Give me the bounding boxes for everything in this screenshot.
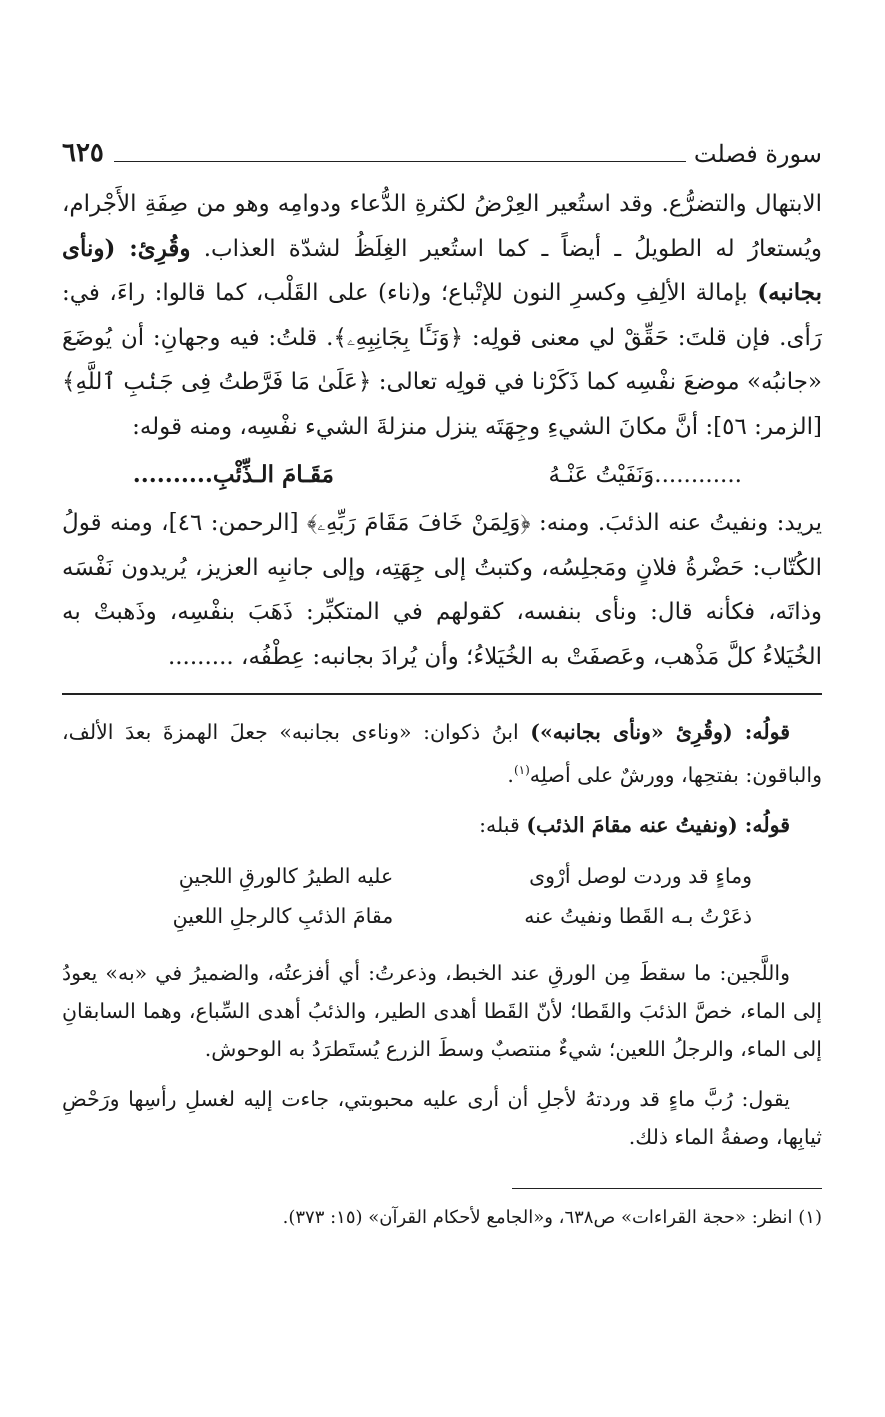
surah-title: سورة فصلت — [693, 140, 822, 168]
poem-line — [62, 856, 822, 896]
page-header — [62, 128, 822, 168]
poem-line — [62, 896, 822, 936]
main-divider — [62, 693, 822, 695]
footnote-separator — [512, 1188, 822, 1189]
commentary-text: قبله: — [479, 812, 520, 837]
commentary-paragraph-3: واللَّجين: ما سقطَ مِن الورقِ عند الخبط، وذعرتُ: أي أفزعتُه، والضميرُ في «به» يعودُ إلى الماء، خصَّ الذئبَ والقَطا؛ لأنّ القَطا أهدى الطير، والذئبُ أهدى السِّباع، وهما السابقانِ إلى الماء، والرجلُ اللعين؛ شيءٌ منتصبٌ وسطَ الزرع يُستَطرَدُ به الوحوش. — [62, 960, 822, 1061]
commentary-paragraph-1: قولُه: (وقُرِئ «ونأى بجانبه») ابنُ ذكوان: «وناءى بجانبه» جعلَ الهمزةَ بعدَ الألف، والباقون: بفتحِها، وورشٌ على أصلِه$^{(١)}$. — [62, 720, 822, 787]
poem — [62, 856, 822, 936]
main-paragraph-1 — [62, 182, 822, 449]
main-paragraph-2: يريد: ونفيتُ عنه الذئبَ. ومنه: ﴿وَلِمَنْ خَافَ مَقَامَ رَبِّهِۦ﴾ [الرحمن: ٤٦]، ومنه قولُ الكُتّاب: حَضْرةُ فلانٍ ومَجلِسُه، وكتبتُ إلى جِهَتِه، وإلى جانبِه العزيز، يُريدون نَفْسَه وذاتَه، فكأنه قال: ونأى بنفسه، كقولهم في المتكبِّر: ذَهَبَ بنفْسِه، وذَهبتْ به الخُيَلاءُ كلَّ مَذْهب، وعَصفَتْ به الخُيَلاءُ؛ وأن يُرادَ بجانبه: عِطْفُه، ......... — [62, 510, 822, 670]
footnote: (١) انظر: «حجة القراءات» ص٦٣٨، و«الجامع لأحكام القرآن» (١٥: ٣٧٣). — [282, 1206, 822, 1228]
verse-quote — [62, 449, 822, 501]
poem-hemistich-left: عليه الطيرُ كالورقِ اللجينِ — [178, 863, 394, 888]
verse-hemistich-left: مَقَـامَ الـذِّئْبِ.......... — [132, 460, 334, 488]
poem-hemistich-right: ذعَرْتُ بـه القَطا ونفيتُ عنه — [524, 903, 752, 928]
commentary-paragraph-2 — [62, 806, 822, 844]
footnote-marker: (١) — [513, 763, 530, 777]
main-text-segment: بإمالة الألِفِ وكسرِ النون للإتْباع؛ و(ناء) على القَلْب، كما قالوا: راءَ، في: رَأى. فإن قلتَ: حَقِّقْ لي معنى قولِه: ﴿وَنَـَٔا بِجَانِبِهِۦ﴾. قلتُ: فيه وجهانِ: أن يُوضَعَ «جانبُه» موضعَ نفْسِه كما ذَكَرْنا في قولِه تعالى: ﴿عَلَىٰ مَا فَرَّطتُ فِى جَنۢبِ ٱللَّهِ﴾ [الزمر: ٥٦]: أنَّ مكانَ الشيءِ وجِهَتَه ينزل منزلةَ الشيء نفْسِه، ومنه قوله: — [62, 280, 822, 440]
footnote-separator-wrap — [62, 1168, 822, 1203]
main-text-segment: الابتهال والتضرُّع. وقد استُعير العِرْضُ لكثرةِ الدُّعاء ودوامِه وهو من صِفَةِ الأَجْرام، ويُستعارُ له الطويلُ ـ أيضاً ـ كما استُعير الغِلَظُ لشدّة العذاب. — [62, 191, 823, 262]
poem-hemistich-left: مقامَ الذئبِ كالرجلِ اللعينِ — [172, 903, 394, 928]
commentary-text: ابنُ ذكوان: «وناءى بجانبه» جعلَ الهمزةَ بعدَ الألف، والباقون: بفتحِها، وورشٌ على أصلِه — [62, 720, 822, 787]
commentary-lemma: قولُه: (وقُرِئ «ونأى بجانبه») — [530, 720, 790, 744]
verse-hemistich-right: ............وَنَفَيْتُ عَنْـهُ — [548, 461, 742, 488]
commentary-paragraph-4: يقول: رُبَّ ماءٍ قد وردتهُ لأجلِ أن أرى عليه محبوبتي، جاءت إليه لغسلِ رأسِها ورَحْضِ ثيابِها، وصفةُ الماء ذلك. — [62, 1086, 822, 1149]
commentary-lemma: قولُه: (ونفيتُ عنه مقامَ الذئب) — [526, 812, 790, 837]
header-rule — [114, 161, 686, 162]
poem-hemistich-right: وماءٍ قد وردت لوصل أرْوى — [529, 863, 752, 888]
page-number: ٦٢٥ — [62, 138, 104, 168]
main-text — [62, 182, 822, 679]
page — [62, 128, 822, 1233]
reading-variant-bold: وقُرِئ: (ونأى بجانبه) — [62, 234, 822, 306]
commentary — [62, 713, 822, 1156]
